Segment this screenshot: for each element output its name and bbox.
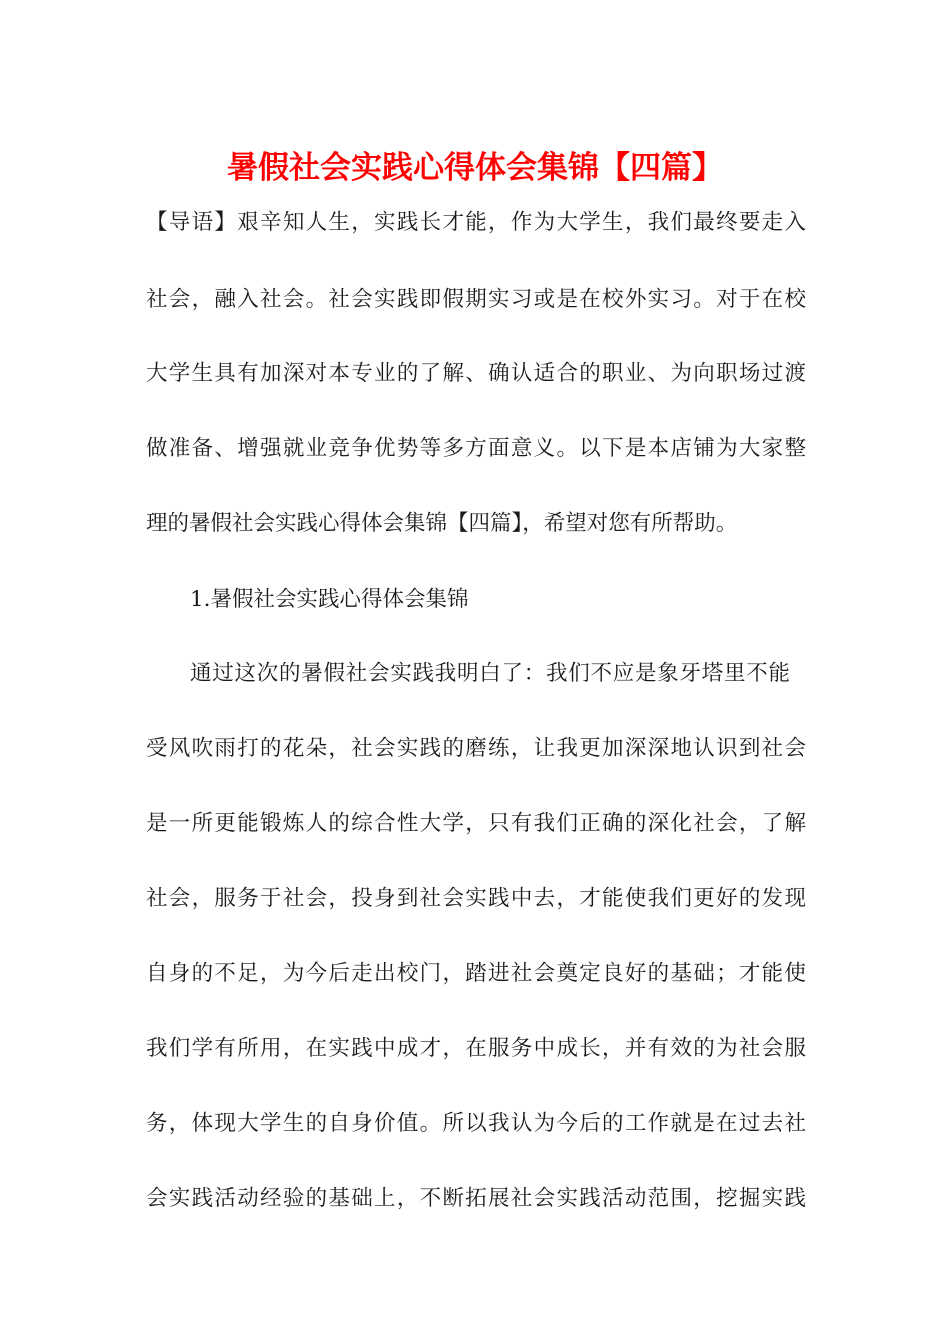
intro-line-2: 社会，融入社会。社会实践即假期实习或是在校外实习。对于在校 [146, 287, 806, 312]
body-line-5: 自身的不足，为今后走出校门，踏进社会奠定良好的基础；才能使 [146, 961, 806, 986]
body-line-3: 是一所更能锻炼人的综合性大学，只有我们正确的深化社会，了解 [146, 811, 806, 836]
intro-line-1: 【导语】艰辛知人生，实践长才能，作为大学生，我们最终要走入 [146, 210, 806, 235]
body-line-4: 社会，服务于社会，投身到社会实践中去，才能使我们更好的发现 [146, 886, 806, 911]
body-line-8: 会实践活动经验的基础上，不断拓展社会实践活动范围，挖掘实践 [146, 1186, 806, 1211]
intro-line-4: 做准备、增强就业竞争优势等多方面意义。以下是本店铺为大家整 [146, 436, 806, 461]
document-title: 暑假社会实践心得体会集锦【四篇】 [227, 150, 723, 186]
intro-line-3: 大学生具有加深对本专业的了解、确认适合的职业、为向职场过渡 [146, 361, 806, 386]
intro-line-5: 理的暑假社会实践心得体会集锦【四篇】，希望对您有所帮助。 [146, 511, 738, 536]
body-line-6: 我们学有所用，在实践中成才，在服务中成长，并有效的为社会服 [146, 1036, 806, 1061]
section-heading: 1.暑假社会实践心得体会集锦 [190, 587, 469, 612]
body-line-2: 受风吹雨打的花朵，社会实践的磨练，让我更加深深地认识到社会 [146, 736, 806, 761]
body-line-7: 务，体现大学生的自身价值。所以我认为今后的工作就是在过去社 [146, 1111, 806, 1136]
body-line-1: 通过这次的暑假社会实践我明白了：我们不应是象牙塔里不能 [190, 661, 790, 686]
